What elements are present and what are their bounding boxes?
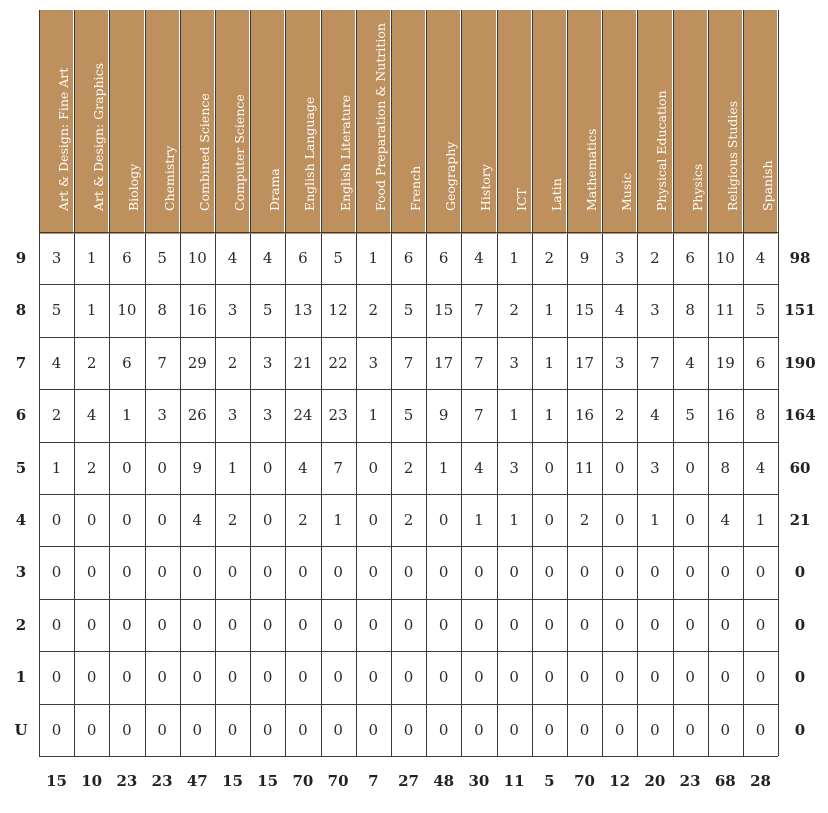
table-cell: 4 — [474, 459, 484, 477]
table-cell: 0 — [157, 511, 167, 529]
table-cell: 7 — [403, 354, 414, 372]
subject-label: English Literature — [337, 94, 353, 211]
subject-label: Chemistry — [161, 145, 177, 211]
subject-header — [743, 10, 777, 234]
table-cell: 4 — [685, 354, 695, 372]
column-total: 12 — [609, 772, 631, 790]
table-cell: 0 — [86, 563, 97, 581]
table-cell: 0 — [755, 721, 766, 739]
column-total: 70 — [327, 772, 349, 790]
table-cell: 0 — [192, 721, 203, 739]
subject-label: Combined Science — [196, 93, 212, 211]
table-cell: 0 — [720, 721, 731, 739]
grade-label: 2 — [15, 616, 27, 634]
table-cell: 0 — [298, 668, 308, 686]
table-cell: 0 — [438, 563, 449, 581]
table-cell: 0 — [438, 721, 449, 739]
row-total: 164 — [784, 406, 816, 424]
table-cell: 0 — [192, 668, 203, 686]
table-cell: 0 — [157, 721, 167, 739]
table-cell: 1 — [544, 354, 555, 372]
table-cell: 21 — [293, 354, 313, 372]
table-cell: 10 — [187, 249, 207, 267]
table-cell: 0 — [614, 668, 625, 686]
table-cell: 2 — [509, 301, 519, 319]
subject-header — [497, 10, 531, 234]
table-cell: 2 — [86, 354, 97, 372]
column-total: 27 — [398, 772, 419, 790]
table-cell: 2 — [227, 354, 238, 372]
subject-label: English Language — [302, 96, 318, 211]
table-cell: 0 — [755, 668, 766, 686]
table-cell: 0 — [157, 459, 167, 477]
grade-label: U — [14, 721, 28, 739]
table-cell: 0 — [509, 721, 519, 739]
row-total: 151 — [784, 301, 816, 319]
table-cell: 0 — [720, 668, 731, 686]
table-cell: 3 — [262, 354, 273, 372]
table-cell: 16 — [574, 406, 595, 424]
table-cell: 3 — [51, 249, 62, 267]
row-total: 190 — [784, 354, 816, 372]
table-cell: 0 — [579, 721, 590, 739]
table-cell: 0 — [368, 721, 379, 739]
table-cell: 10 — [715, 249, 735, 267]
table-cell: 0 — [227, 616, 238, 634]
table-cell: 0 — [544, 459, 555, 477]
table-cell: 1 — [650, 511, 660, 529]
table-cell: 2 — [227, 511, 238, 529]
table-cell: 0 — [122, 459, 132, 477]
table-cell: 1 — [544, 406, 555, 424]
subject-header — [180, 10, 214, 234]
table-cell: 6 — [403, 249, 414, 267]
table-cell: 0 — [333, 563, 343, 581]
table-cell: 15 — [434, 301, 454, 319]
subject-label: Drama — [267, 168, 283, 211]
table-cell: 11 — [574, 459, 595, 477]
column-total: 70 — [574, 772, 595, 790]
table-cell: 0 — [122, 563, 132, 581]
table-cell: 2 — [579, 511, 590, 529]
table-cell: 1 — [227, 459, 238, 477]
subject-header — [109, 10, 143, 234]
table-cell: 0 — [614, 616, 625, 634]
table-cell: 0 — [720, 563, 731, 581]
table-cell: 7 — [474, 301, 484, 319]
table-cell: 6 — [685, 249, 695, 267]
table-cell: 0 — [262, 668, 273, 686]
column-total: 23 — [151, 772, 173, 790]
table-cell: 0 — [262, 563, 273, 581]
grade-label: 7 — [15, 354, 27, 372]
table-cell: 19 — [715, 354, 735, 372]
subject-header — [356, 10, 390, 234]
subject-label: Physics — [689, 163, 705, 211]
table-cell: 22 — [328, 354, 348, 372]
table-cell: 0 — [403, 616, 414, 634]
table-cell: 11 — [715, 301, 735, 319]
table-cell: 4 — [192, 511, 203, 529]
table-cell: 6 — [438, 249, 449, 267]
table-cell: 0 — [298, 616, 308, 634]
grade-label: 1 — [15, 668, 27, 686]
table-cell: 0 — [544, 721, 555, 739]
table-cell: 1 — [86, 249, 97, 267]
table-cell: 3 — [650, 301, 660, 319]
table-cell: 0 — [720, 616, 731, 634]
table-cell: 0 — [333, 616, 343, 634]
table-cell: 7 — [333, 459, 343, 477]
table-cell: 2 — [403, 511, 414, 529]
table-cell: 3 — [614, 354, 625, 372]
table-cell: 4 — [474, 249, 484, 267]
table-cell: 3 — [614, 249, 625, 267]
table-cell: 3 — [157, 406, 167, 424]
row-total: 21 — [789, 511, 811, 529]
subject-label: Spanish — [760, 160, 776, 211]
subject-header — [391, 10, 425, 234]
subject-label: ICT — [513, 188, 529, 211]
table-cell: 3 — [227, 301, 238, 319]
subject-header — [39, 10, 73, 234]
table-cell: 0 — [51, 616, 62, 634]
table-cell: 0 — [474, 616, 484, 634]
table-cell: 0 — [192, 616, 203, 634]
table-cell: 0 — [51, 511, 62, 529]
subject-header — [215, 10, 249, 234]
grade-label: 4 — [15, 511, 27, 529]
subject-header — [602, 10, 636, 234]
table-cell: 1 — [474, 511, 484, 529]
table-cell: 5 — [51, 301, 62, 319]
table-cell: 0 — [544, 563, 555, 581]
table-cell: 0 — [685, 511, 695, 529]
grade-label: 3 — [15, 563, 27, 581]
table-cell: 4 — [227, 249, 238, 267]
table-cell: 26 — [187, 406, 207, 424]
table-cell: 0 — [368, 668, 379, 686]
subject-label: Religious Studies — [724, 100, 740, 211]
table-cell: 1 — [368, 249, 379, 267]
table-cell: 6 — [298, 249, 308, 267]
table-cell: 0 — [685, 616, 695, 634]
table-cell: 8 — [720, 459, 731, 477]
table-cell: 4 — [262, 249, 273, 267]
table-cell: 4 — [720, 511, 731, 529]
table-cell: 0 — [86, 721, 97, 739]
table-cell: 1 — [368, 406, 379, 424]
table-cell: 0 — [544, 668, 555, 686]
table-cell: 3 — [227, 406, 238, 424]
subject-header — [461, 10, 495, 234]
table-cell: 0 — [650, 563, 660, 581]
table-cell: 1 — [438, 459, 449, 477]
table-cell: 2 — [86, 459, 97, 477]
table-cell: 1 — [122, 406, 132, 424]
row-total: 60 — [789, 459, 811, 477]
table-cell: 0 — [579, 563, 590, 581]
subject-header — [74, 10, 108, 234]
table-cell: 0 — [51, 563, 62, 581]
table-cell: 0 — [509, 616, 519, 634]
table-cell: 24 — [293, 406, 313, 424]
table-cell: 0 — [544, 616, 555, 634]
table-cell: 0 — [262, 616, 273, 634]
table-cell: 4 — [755, 459, 766, 477]
table-cell: 0 — [474, 563, 484, 581]
table-cell: 0 — [227, 563, 238, 581]
table-cell: 9 — [192, 459, 203, 477]
table-cell: 2 — [650, 249, 660, 267]
column-total: 15 — [46, 772, 67, 790]
table-cell: 0 — [474, 721, 484, 739]
column-total: 10 — [81, 772, 103, 790]
subject-label: Music — [619, 172, 635, 211]
table-cell: 0 — [122, 616, 132, 634]
subject-label: Art & Design: Graphics — [91, 62, 107, 211]
subject-header — [145, 10, 179, 234]
table-cell: 0 — [614, 511, 625, 529]
column-total: 68 — [714, 772, 736, 790]
table-cell: 4 — [51, 354, 62, 372]
table-cell: 0 — [122, 721, 132, 739]
table-cell: 0 — [650, 721, 660, 739]
grade-label: 8 — [15, 301, 27, 319]
row-total: 0 — [794, 668, 806, 686]
subject-label: Physical Education — [654, 90, 670, 211]
table-cell: 0 — [579, 616, 590, 634]
table-cell: 0 — [509, 563, 519, 581]
column-total: 23 — [116, 772, 138, 790]
table-cell: 0 — [298, 721, 308, 739]
table-cell: 0 — [262, 721, 273, 739]
table-cell: 0 — [614, 721, 625, 739]
column-total: 70 — [292, 772, 314, 790]
table-cell: 0 — [438, 616, 449, 634]
table-cell: 4 — [650, 406, 660, 424]
table-cell: 0 — [86, 616, 97, 634]
table-cell: 0 — [650, 616, 660, 634]
table-cell: 4 — [86, 406, 97, 424]
table-cell: 0 — [51, 721, 62, 739]
subject-label: Computer Science — [232, 94, 248, 211]
table-cell: 1 — [755, 511, 766, 529]
subject-label: French — [408, 165, 424, 211]
subject-header — [532, 10, 566, 234]
table-cell: 0 — [650, 668, 660, 686]
column-total: 7 — [368, 772, 379, 790]
table-cell: 0 — [86, 511, 97, 529]
table-cell: 0 — [86, 668, 97, 686]
table-cell: 2 — [298, 511, 308, 529]
table-cell: 0 — [755, 563, 766, 581]
subject-label: Biology — [126, 163, 142, 211]
row-divider — [39, 756, 778, 757]
table-cell: 0 — [227, 721, 238, 739]
table-cell: 0 — [438, 511, 449, 529]
subject-label: Geography — [443, 141, 459, 211]
table-cell: 10 — [117, 301, 137, 319]
table-cell: 12 — [328, 301, 348, 319]
table-cell: 0 — [227, 668, 238, 686]
subject-header — [637, 10, 671, 234]
table-cell: 15 — [574, 301, 595, 319]
column-total: 28 — [750, 772, 771, 790]
table-cell: 1 — [333, 511, 343, 529]
table-cell: 1 — [509, 249, 519, 267]
table-cell: 2 — [614, 406, 625, 424]
table-cell: 0 — [403, 721, 414, 739]
subject-header — [250, 10, 284, 234]
table-cell: 0 — [368, 616, 379, 634]
row-total: 98 — [789, 249, 811, 267]
table-cell: 0 — [474, 668, 484, 686]
table-cell: 3 — [509, 459, 519, 477]
table-cell: 0 — [262, 459, 273, 477]
subject-header — [673, 10, 707, 234]
subject-label: Mathematics — [584, 128, 600, 211]
table-cell: 4 — [614, 301, 625, 319]
table-cell: 2 — [544, 249, 555, 267]
column-total: 15 — [257, 772, 279, 790]
table-cell: 0 — [544, 511, 555, 529]
subject-label: Food Preparation & Nutrition — [372, 23, 388, 211]
table-cell: 1 — [51, 459, 62, 477]
table-cell: 7 — [650, 354, 660, 372]
table-cell: 0 — [403, 668, 414, 686]
table-cell: 23 — [328, 406, 348, 424]
row-total: 0 — [794, 721, 806, 739]
table-cell: 0 — [438, 668, 449, 686]
table-cell: 1 — [509, 511, 519, 529]
table-cell: 16 — [187, 301, 207, 319]
table-cell: 0 — [509, 668, 519, 686]
table-cell: 0 — [192, 563, 203, 581]
row-total: 0 — [794, 616, 806, 634]
table-cell: 3 — [262, 406, 273, 424]
table-cell: 8 — [685, 301, 695, 319]
column-total: 30 — [468, 772, 490, 790]
table-cell: 0 — [368, 511, 379, 529]
table-cell: 0 — [157, 616, 167, 634]
table-cell: 6 — [122, 249, 132, 267]
subject-label: History — [478, 164, 494, 211]
table-cell: 0 — [614, 563, 625, 581]
table-cell: 17 — [574, 354, 595, 372]
table-cell: 0 — [368, 459, 379, 477]
table-cell: 9 — [579, 249, 590, 267]
table-cell: 0 — [614, 459, 625, 477]
column-total: 20 — [644, 772, 666, 790]
column-total: 11 — [503, 772, 525, 790]
table-cell: 5 — [262, 301, 273, 319]
table-cell: 7 — [474, 354, 484, 372]
table-cell: 2 — [51, 406, 62, 424]
table-cell: 0 — [122, 668, 132, 686]
table-cell: 8 — [157, 301, 167, 319]
table-cell: 5 — [403, 406, 414, 424]
table-cell: 0 — [685, 668, 695, 686]
table-cell: 5 — [403, 301, 414, 319]
table-cell: 0 — [579, 668, 590, 686]
table-cell: 0 — [122, 511, 132, 529]
table-cell: 7 — [474, 406, 484, 424]
table-cell: 13 — [293, 301, 313, 319]
subject-header — [321, 10, 355, 234]
subject-header — [285, 10, 319, 234]
subject-label: Art & Design: Fine Art — [56, 67, 72, 211]
table-cell: 0 — [51, 668, 62, 686]
table-cell: 9 — [438, 406, 449, 424]
table-cell: 7 — [157, 354, 167, 372]
table-cell: 3 — [509, 354, 519, 372]
table-cell: 0 — [685, 721, 695, 739]
grade-label: 6 — [15, 406, 27, 424]
table-cell: 3 — [650, 459, 660, 477]
table-cell: 0 — [298, 563, 308, 581]
table-cell: 0 — [685, 563, 695, 581]
table-cell: 0 — [157, 668, 167, 686]
table-cell: 1 — [86, 301, 97, 319]
row-total: 0 — [794, 563, 806, 581]
table-cell: 17 — [434, 354, 454, 372]
table-cell: 4 — [298, 459, 308, 477]
subject-header — [567, 10, 601, 234]
table-cell: 0 — [755, 616, 766, 634]
table-cell: 2 — [368, 301, 379, 319]
subject-header — [426, 10, 460, 234]
table-cell: 5 — [157, 249, 167, 267]
column-total: 47 — [186, 772, 208, 790]
table-cell: 5 — [685, 406, 695, 424]
table-cell: 8 — [755, 406, 766, 424]
table-cell: 1 — [544, 301, 555, 319]
table-cell: 4 — [755, 249, 766, 267]
grade-label: 9 — [15, 249, 27, 267]
table-cell: 1 — [509, 406, 519, 424]
table-cell: 0 — [157, 563, 167, 581]
table-cell: 0 — [333, 721, 343, 739]
table-cell: 5 — [333, 249, 343, 267]
table-cell: 0 — [685, 459, 695, 477]
table-cell: 6 — [122, 354, 132, 372]
subject-header — [708, 10, 742, 234]
table-cell: 2 — [403, 459, 414, 477]
subject-label: Latin — [548, 178, 564, 211]
table-cell: 0 — [262, 511, 273, 529]
column-total: 48 — [433, 772, 455, 790]
table-cell: 0 — [333, 668, 343, 686]
table-cell: 0 — [368, 563, 379, 581]
table-cell: 0 — [403, 563, 414, 581]
column-total: 23 — [679, 772, 701, 790]
table-cell: 3 — [368, 354, 379, 372]
column-total: 5 — [544, 772, 555, 790]
table-cell: 6 — [755, 354, 766, 372]
grade-label: 5 — [15, 459, 27, 477]
table-cell: 5 — [755, 301, 766, 319]
column-total: 15 — [222, 772, 243, 790]
table-cell: 29 — [187, 354, 207, 372]
table-cell: 16 — [715, 406, 735, 424]
